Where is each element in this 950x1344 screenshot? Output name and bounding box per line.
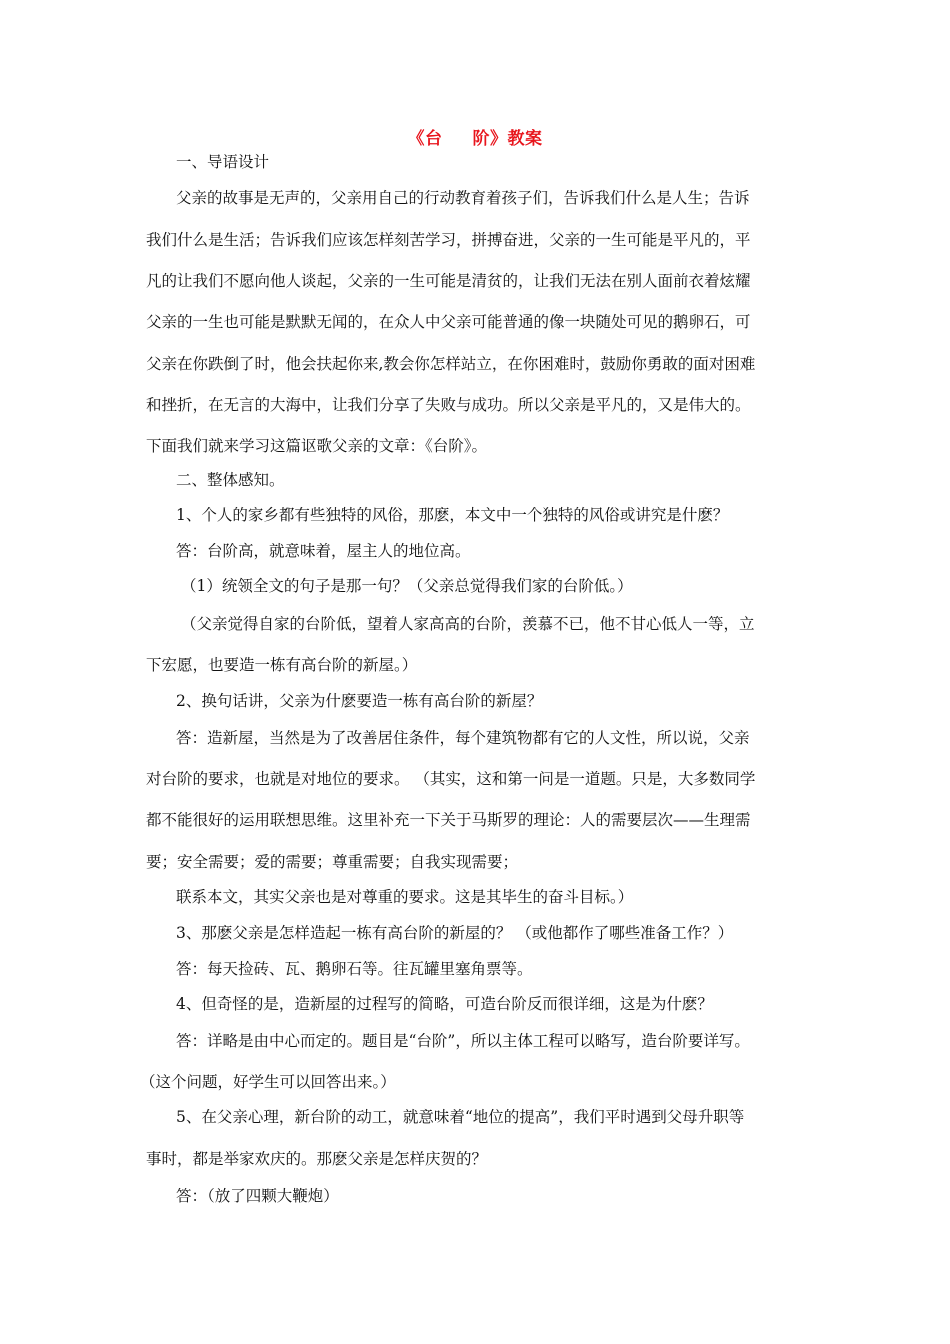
title-part-1: 《台 (407, 129, 443, 149)
paragraph-line: 父亲在你跌倒了时，他会扶起你来,教会你怎样站立，在你困难时，鼓励你勇敢的面对困难 (146, 355, 756, 373)
paragraph-line: 和挫折，在无言的大海中，让我们分享了失败与成功。所以父亲是平凡的，又是伟大的。 (146, 396, 751, 414)
section-heading: 二、整体感知。 (176, 471, 285, 489)
paragraph-line: 联系本文，其实父亲也是对尊重的要求。这是其毕生的奋斗目标。） (176, 888, 634, 906)
question-line: 5、在父亲心理，新台阶的动工，就意味着“地位的提高”，我们平时遇到父母升职等 (176, 1108, 745, 1126)
paragraph-line: 下面我们就来学习这篇讴歌父亲的文章：《台阶》。 (146, 437, 488, 455)
paragraph-line: （父亲觉得自家的台阶低，望着人家高高的台阶，羡慕不已，他不甘心低人一等，立 (181, 615, 755, 633)
answer-line: 答：（放了四颗大鞭炮） (176, 1187, 339, 1205)
paragraph-line: （这个问题，好学生可以回答出来。） (140, 1073, 396, 1091)
paragraph-line: 下宏愿，也要造一栋有高台阶的新屋。） (146, 656, 418, 674)
question-line: 1、个人的家乡都有些独特的风俗，那麽，本文中一个独特的风俗或讲究是什麽？ (176, 506, 729, 524)
paragraph-line: 父亲的故事是无声的，父亲用自己的行动教育着孩子们，告诉我们什么是人生；告诉 (176, 189, 750, 207)
paragraph-line: （1）统领全文的句子是那一句？（父亲总觉得我们家的台阶低。） (181, 577, 633, 595)
section-heading: 一、导语设计 (176, 153, 270, 171)
answer-line: 答：详略是由中心而定的。题目是“台阶”，所以主体工程可以略写，造台阶要详写。 (176, 1032, 750, 1050)
paragraph-line: 要；安全需要；爱的需要；尊重需要；自我实现需要； (146, 853, 519, 871)
paragraph-line: 父亲的一生也可能是默默无闻的，在众人中父亲可能普通的像一块随处可见的鹅卵石，可 (146, 313, 751, 331)
paragraph-line: 事时，都是举家欢庆的。那麽父亲是怎样庆贺的？ (146, 1150, 488, 1168)
paragraph-line: 我们什么是生活；告诉我们应该怎样刻苦学习，拼搏奋进，父亲的一生可能是平凡的，平 (146, 231, 751, 249)
answer-line: 答：造新屋，当然是为了改善居住条件，每个建筑物都有它的人文性，所以说，父亲 (176, 729, 750, 747)
document-title (0, 124, 950, 149)
question-line: 4、但奇怪的是，造新屋的过程写的简略，可造台阶反而很详细，这是为什麽？ (176, 995, 713, 1013)
paragraph-line: 对台阶的要求，也就是对地位的要求。 （其实，这和第一问是一道题。只是，大多数同学 (146, 770, 756, 788)
paragraph-line: 凡的让我们不愿向他人谈起，父亲的一生可能是清贫的，让我们无法在别人面前衣着炫耀 (146, 272, 751, 290)
paragraph-line: 都不能很好的运用联想思维。这里补充一下关于马斯罗的理论：人的需要层次——生理需 (146, 811, 751, 829)
title-part-2: 阶》教案 (472, 129, 543, 149)
question-line: 3、那麽父亲是怎样造起一栋有高台阶的新屋的？ （或他都作了哪些准备工作？） (176, 924, 734, 942)
answer-line: 答：台阶高，就意味着，屋主人的地位高。 (176, 542, 471, 560)
question-line: 2、换句话讲，父亲为什麽要造一栋有高台阶的新屋？ (176, 692, 543, 710)
answer-line: 答：每天捡砖、瓦、鹅卵石等。往瓦罐里塞角票等。 (176, 960, 533, 978)
